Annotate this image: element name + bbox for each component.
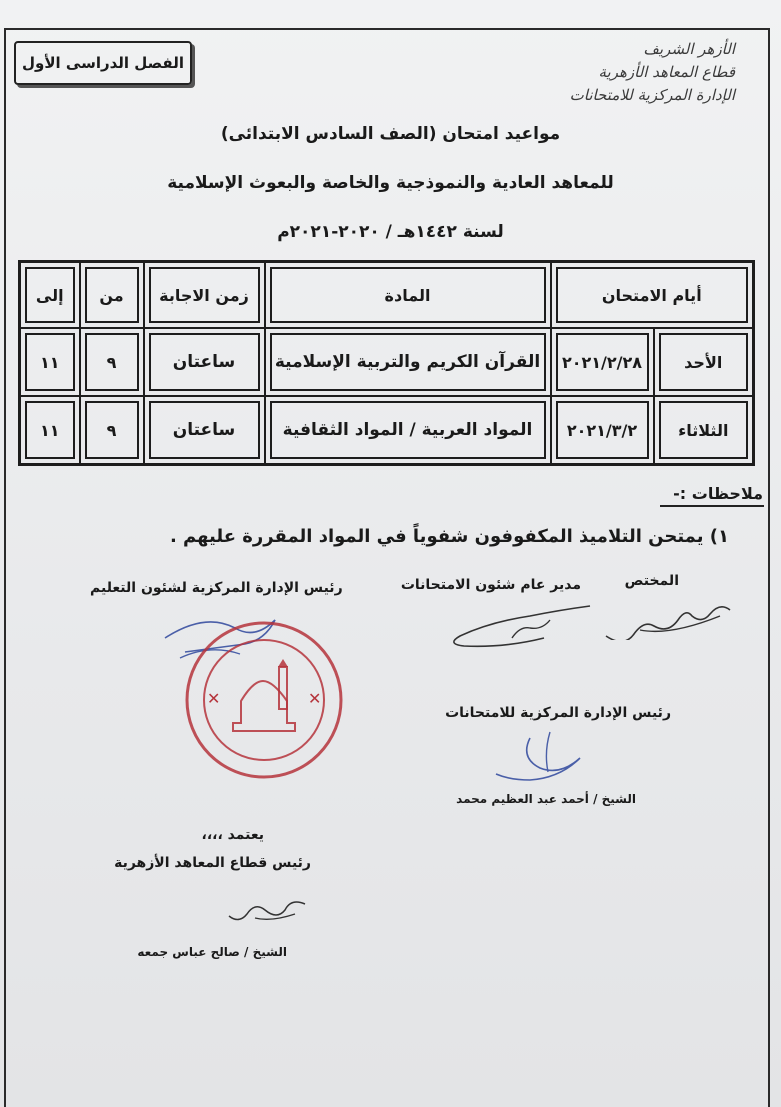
row-day: الأحد [654,328,754,396]
row-from: ٩ [80,396,144,465]
row-subject: المواد العربية / المواد الثقافية [265,396,551,465]
org-line-2: قطاع المعاهد الأزهرية [598,63,735,81]
table-header-row [20,262,754,329]
header-to: إلى [20,262,80,329]
note-item: ١) يمتحن التلاميذ المكفوفون شفوياً في المواد المقررة عليهم . [169,526,729,547]
table-row [20,396,754,465]
document-year: لسنة ١٤٤٢هـ / ٢٠٢٠-٢٠٢١م [277,222,504,242]
semester-box: الفصل الدراسى الأول [14,41,192,85]
head-sector-name: الشيخ / صالح عباس جمعه [137,945,287,959]
specialist-label: المختص [624,573,679,589]
row-date: ٢٠٢١/٣/٢ [551,396,654,465]
row-from: ٩ [80,328,144,396]
head-sector-signature [225,878,315,928]
document-title: مواعيد امتحان (الصف السادس الابتدائى) [220,124,561,144]
row-duration: ساعتان [144,328,265,396]
org-line-3: الإدارة المركزية للامتحانات [569,86,735,104]
schedule-table [18,260,755,466]
specialist-signature [600,590,740,640]
general-manager-signature [440,590,600,650]
row-subject: القرآن الكريم والتربية الإسلامية [265,328,551,396]
header-days: أيام الامتحان [551,262,754,329]
head-sector-label: رئيس قطاع المعاهد الأزهرية [114,855,311,871]
head-exams-name: الشيخ / أحمد عبد العظيم محمد [456,792,636,806]
svg-text:✕: ✕ [207,689,221,708]
row-duration: ساعتان [144,396,265,465]
row-to: ١١ [20,328,80,396]
row-day: الثلاثاء [654,396,754,465]
header-duration: زمن الاجابة [144,262,265,329]
notes-underline [660,505,764,507]
head-education-label: رئيس الإدارة المركزية لشئون التعليم [90,580,343,596]
official-stamp [183,619,345,781]
svg-text:✕: ✕ [308,689,322,708]
document-subtitle: للمعاهد العادية والنموذجية والخاصة والبعوث الإسلامية [167,173,614,193]
head-exams-signature [490,728,590,788]
row-to: ١١ [20,396,80,465]
general-manager-label: مدير عام شئون الامتحانات [400,577,581,593]
head-exams-label: رئيس الإدارة المركزية للامتحانات [445,705,671,721]
row-date: ٢٠٢١/٢/٢٨ [551,328,654,396]
notes-label: ملاحظات :- [673,484,763,503]
approve-label: يعتمد ،،،، [201,827,264,843]
org-line-1: الأزهر الشريف [643,40,735,58]
table-row [20,328,754,396]
header-subject: المادة [265,262,551,329]
organization-header [505,38,735,107]
header-from: من [80,262,144,329]
